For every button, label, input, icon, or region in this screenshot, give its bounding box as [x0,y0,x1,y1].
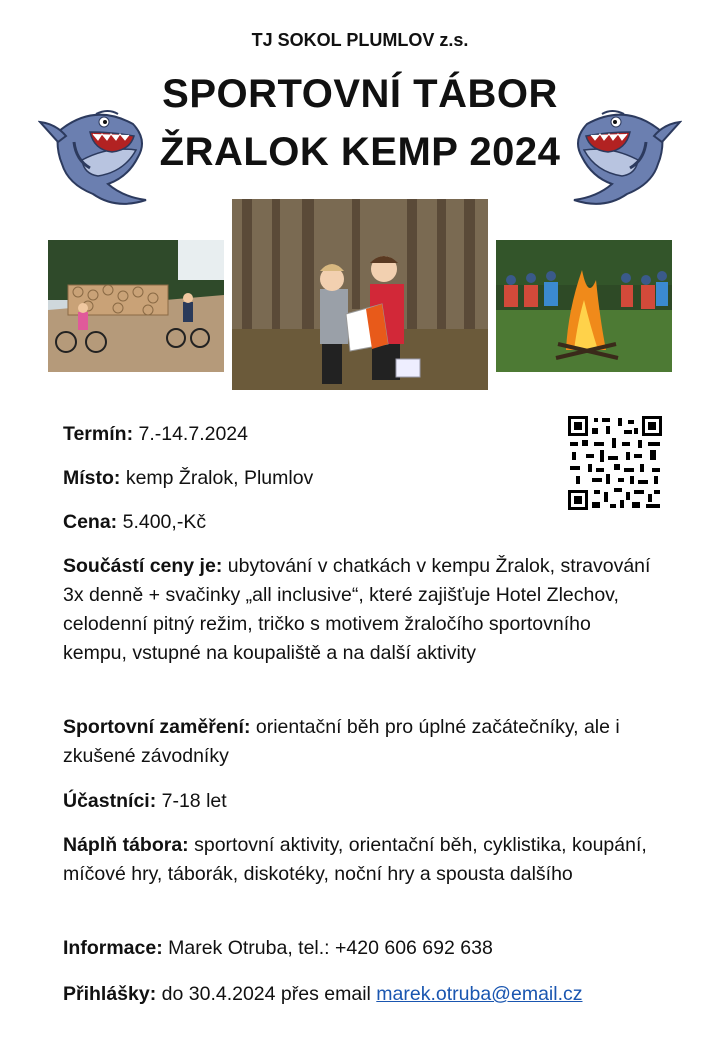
ucastnici-value: 7-18 let [161,790,227,812]
prihlasky-value: do 30.4.2024 přes email [161,983,371,1005]
napln-label: Náplň tábora: [63,834,189,856]
info-soucasti [63,552,658,668]
email-link[interactable]: marek.otruba@email.cz [376,983,583,1005]
prihlasky-label: Přihlášky: [63,983,157,1005]
info-ucastnici [63,787,227,816]
photo-orienteering [232,199,488,390]
info-napln [63,831,658,889]
cena-value: 5.400,-Kč [122,511,207,533]
qr-code-icon [566,414,664,512]
shark-icon [38,102,158,212]
shark-icon [562,102,682,212]
napln-value: sportovní aktivity, orientační běh, cyklistika, koupání, míčové hry, táborák, diskotéky, noční hry a spousta dalšího [63,834,647,885]
info-termin [63,420,248,449]
soucasti-value: ubytování v chatkách v kempu Žralok, stravování 3x denně + svačinky „all inclusive“, které zajišťuje Hotel Zlechov, celodenní pitný režim, tričko s motivem žraločího sportovního kempu, vstupné na koupaliště a na další aktivity [63,555,651,664]
info-informace [63,934,493,963]
informace-value: Marek Otruba, tel.: +420 606 692 638 [168,937,493,959]
termin-value: 7.-14.7.2024 [138,423,248,445]
info-cena [63,508,206,537]
photo-cycling [48,240,224,372]
ucastnici-label: Účastníci: [63,790,157,812]
misto-value: kemp Žralok, Plumlov [125,467,314,489]
info-zamereni [63,713,658,771]
photo-campfire [496,240,672,372]
page-title-line2: ŽRALOK KEMP 2024 [159,130,561,174]
zamereni-value: orientační běh pro úplné začátečníky, ale i zkušené závodníky [63,716,620,767]
termin-label: Termín: [63,423,134,445]
cena-label: Cena: [63,511,118,533]
misto-label: Místo: [63,467,121,489]
soucasti-label: Součástí ceny je: [63,555,223,577]
informace-label: Informace: [63,937,163,959]
zamereni-label: Sportovní zaměření: [63,716,251,738]
organization-name: TJ SOKOL PLUMLOV z.s. [251,30,469,50]
page-title-line1: SPORTOVNÍ TÁBOR [162,72,558,116]
info-prihlasky [63,980,583,1009]
info-misto [63,464,313,493]
